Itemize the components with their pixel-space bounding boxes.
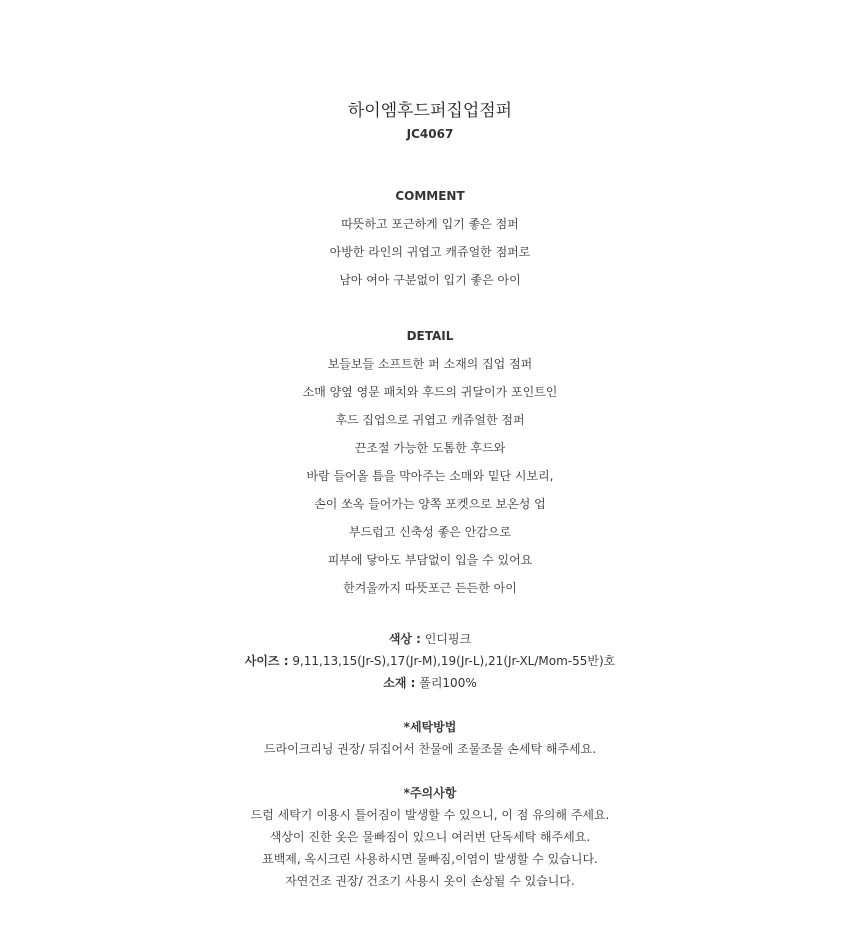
detail-line: 한겨울까지 따뜻포근 든든한 아이 xyxy=(343,581,517,595)
caution-line: 표백제, 옥시크린 사용하시면 물빠짐,이염이 발생할 수 있습니다. xyxy=(262,852,598,866)
washing-heading: *세탁방법 xyxy=(403,720,457,734)
caution-line: 자연건조 권장/ 건조기 사용시 옷이 손상될 수 있습니다. xyxy=(285,874,575,888)
spec-material-label: 소재 : xyxy=(383,676,416,690)
product-title: 하이엠후드퍼집업점퍼 xyxy=(347,101,513,121)
detail-line: 부드럽고 신축성 좋은 안감으로 xyxy=(348,525,512,539)
detail-section xyxy=(0,322,860,602)
caution-heading: *주의사항 xyxy=(403,786,457,800)
spec-color-value: 인디핑크 xyxy=(420,632,472,646)
detail-line: 바람 들어올 틈을 막아주는 소매와 밑단 시보리, xyxy=(306,469,554,483)
caution-line: 색상이 진한 옷은 물빠짐이 있으니 여러번 단독세탁 해주세요. xyxy=(269,830,591,844)
detail-line: 손이 쏘옥 들어가는 양쪽 포켓으로 보온성 업 xyxy=(314,497,546,511)
spec-size-row xyxy=(0,650,860,672)
spec-size-label: 사이즈 : xyxy=(244,654,289,668)
detail-line: 보들보들 소프트한 퍼 소재의 집업 점퍼 xyxy=(327,357,533,371)
detail-line: 끈조절 가능한 도톰한 후드와 xyxy=(354,441,506,455)
product-code: JC4067 xyxy=(406,127,454,141)
spec-section xyxy=(0,628,860,694)
comment-line: 남아 여아 구분없이 입기 좋은 아이 xyxy=(339,273,521,287)
washing-section xyxy=(0,716,860,760)
comment-line: 아방한 라인의 귀엽고 캐쥬얼한 점퍼로 xyxy=(329,245,531,259)
spec-material-row xyxy=(0,672,860,694)
detail-heading: DETAIL xyxy=(406,329,454,343)
caution-section xyxy=(0,782,860,892)
detail-line: 후드 집업으로 귀엽고 캐쥬얼한 점퍼 xyxy=(335,413,525,427)
comment-line: 따뜻하고 포근하게 입기 좋은 점퍼 xyxy=(341,217,519,231)
spec-color-row xyxy=(0,628,860,650)
washing-line: 드라이크리닝 권장/ 뒤집어서 찬물에 조물조물 손세탁 해주세요. xyxy=(263,742,597,756)
caution-line: 드럼 세탁기 이용시 틀어짐이 발생할 수 있으니, 이 점 유의해 주세요. xyxy=(250,808,610,822)
comment-heading: COMMENT xyxy=(395,189,465,203)
detail-line: 소매 양옆 영문 패치와 후드의 귀달이가 포인트인 xyxy=(302,385,558,399)
detail-line: 피부에 닿아도 부담없이 입을 수 있어요 xyxy=(327,553,533,567)
comment-section xyxy=(0,182,860,294)
spec-material-value: 폴리100% xyxy=(415,676,477,690)
spec-size-value: 9,11,13,15(Jr-S),17(Jr-M),19(Jr-L),21(Jr-XL/Mom-55반)호 xyxy=(288,654,616,668)
spec-color-label: 색상 : xyxy=(388,632,421,646)
